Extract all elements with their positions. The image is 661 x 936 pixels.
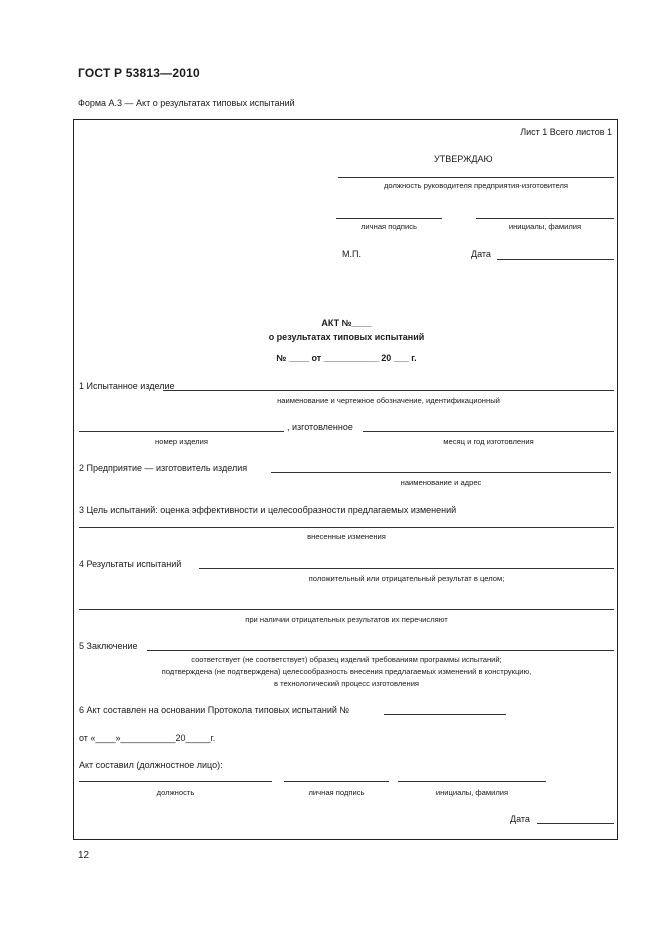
section-2-label: 2 Предприятие — изготовитель изделия bbox=[79, 463, 248, 473]
section-2-caption: наименование и адрес bbox=[400, 478, 482, 487]
section-5-caption-2: подтверждена (не подтверждена) целесообразность внесения предлагаемых изменений в конструкцию, bbox=[161, 667, 532, 676]
section-4-caption-1: положительный или отрицательный результат в целом; bbox=[308, 574, 505, 583]
section-4-extra-line bbox=[79, 609, 614, 610]
head-position-caption: должность руководителя предприятия-изготовителя bbox=[383, 181, 569, 190]
section-2-line bbox=[271, 472, 611, 473]
section-3-label: 3 Цель испытаний: оценка эффективности и целесообразности предлагаемых изменений bbox=[79, 505, 457, 515]
section-6-date: от «____»___________20_____г. bbox=[79, 733, 216, 743]
act-number-line: № ____ от ___________ 20 ___ г. bbox=[276, 353, 417, 363]
head-position-line bbox=[338, 177, 614, 178]
page-number: 12 bbox=[78, 850, 90, 861]
approve-heading: УТВЕРЖДАЮ bbox=[434, 154, 493, 164]
composer-initials-caption: инициалы, фамилия bbox=[435, 788, 509, 797]
section-5-caption-1: соответствует (не соответствует) образец изделий требованиям программы испытаний; bbox=[191, 655, 502, 664]
section-4-line bbox=[199, 568, 614, 569]
section-1-label: 1 Испытанное изделие bbox=[79, 381, 175, 391]
section-3-caption: внесенные изменения bbox=[307, 532, 386, 541]
composer-signature-caption: личная подпись bbox=[308, 788, 365, 797]
composer-signature-line bbox=[284, 781, 389, 782]
head-initials-line bbox=[476, 218, 614, 219]
composer-initials-line bbox=[398, 781, 546, 782]
head-initials-caption: инициалы, фамилия bbox=[508, 222, 582, 231]
head-signature-line bbox=[336, 218, 442, 219]
form-caption: Форма А.3 — Акт о результатах типовых испытаний bbox=[78, 98, 295, 108]
product-number-caption: номер изделия bbox=[155, 437, 208, 446]
head-date-label: Дата bbox=[471, 249, 491, 259]
section-3-line bbox=[79, 527, 614, 528]
made-label: , изготовленное bbox=[287, 422, 353, 432]
section-4-label: 4 Результаты испытаний bbox=[79, 559, 182, 569]
final-date-label: Дата bbox=[510, 814, 530, 824]
form-frame bbox=[73, 119, 618, 840]
section-1-line bbox=[163, 390, 614, 391]
made-date-caption: месяц и год изготовления bbox=[443, 437, 534, 446]
standard-number: ГОСТ Р 53813—2010 bbox=[78, 66, 200, 80]
section-5-line bbox=[147, 650, 614, 651]
act-title: АКТ №____ bbox=[321, 318, 372, 328]
section-1-caption: наименование и чертежное обозначение, идентификационный bbox=[277, 396, 500, 405]
final-date-line bbox=[537, 823, 614, 824]
seal-label: М.П. bbox=[342, 249, 361, 259]
product-number-line bbox=[79, 431, 284, 432]
sheet-info: Лист 1 Всего листов 1 bbox=[520, 127, 612, 137]
act-subtitle: о результатах типовых испытаний bbox=[268, 332, 425, 342]
head-signature-caption: личная подпись bbox=[361, 222, 417, 231]
protocol-number-line bbox=[384, 714, 506, 715]
composed-by-label: Акт составил (должностное лицо): bbox=[79, 760, 223, 770]
section-5-caption-3: в технологический процесс изготовления bbox=[273, 679, 420, 688]
composer-position-caption: должность bbox=[156, 788, 195, 797]
section-5-label: 5 Заключение bbox=[79, 641, 138, 651]
made-date-line bbox=[363, 431, 614, 432]
section-4-caption-2: при наличии отрицательных результатов их перечисляют bbox=[245, 615, 448, 624]
section-6-label: 6 Акт составлен на основании Протокола типовых испытаний № bbox=[79, 705, 350, 715]
head-date-line bbox=[497, 259, 614, 260]
composer-position-line bbox=[79, 781, 272, 782]
